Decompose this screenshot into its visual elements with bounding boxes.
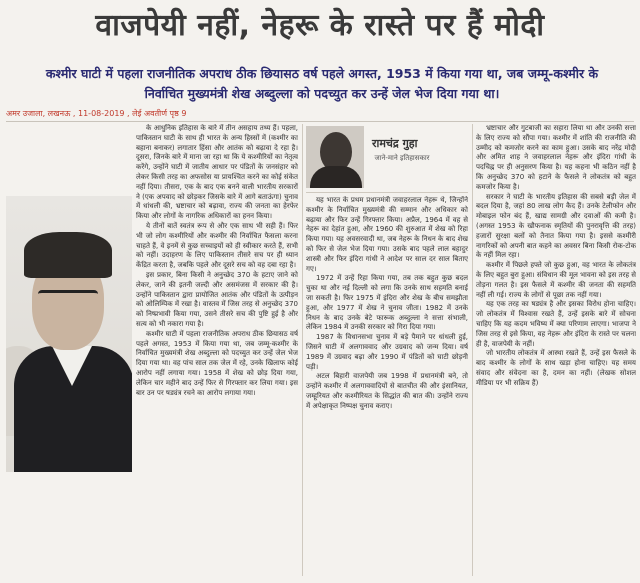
column-divider [302,124,303,576]
headline: वाजपेयी नहीं, नेहरू के रास्ते पर हैं मोदी [95,8,545,43]
paragraph: कश्मीर घाटी में पहला राजनीतिक अपराध ठीक छियासठ वर्ष पहले अगस्त, 1953 में किया गया था, जब जम्मू-कश्मीर के निर्वाचित मुख्यमंत्री शेख अब्दुल्ला को पदच्युत कर उन्हें जेल भेज दिया गया था। वह पांच साल तक जेल में रहे, उनके खिलाफ कोई आरोप नहीं लगाया गया। 1958 में शेख को छोड़ दिया गया, लेकिन चार महीने बाद उन्हें फिर से गिरफ्तार कर लिया गया। इस बार उन पर षड्यंत्र रचने का आरोप लगाया गया। [136,329,298,397]
author-body-shape [310,166,362,188]
article-column-3 [476,124,636,576]
author-name: रामचंद्र गुहा [372,137,418,150]
paragraph: यह भारत के प्रथम प्रधानमंत्री जवाहरलाल नेहरू थे, जिन्होंने कश्मीर के निर्वाचित मुख्यमंत्री की सम्मान और अधिकार को बढ़ाया और फिर उन्हें गिरफ्तार किया। अप्रैल, 1964 में वह से नेहरू का देहांत हुआ, और 1960 की शुरुआत में शेख को रिहा किया गया। यह अवसरवादी था, जब नेहरू के निधन के बाद शेख को फिर से जेल भेज दिया गया। उसके बाद पहले लाल बहादुर शास्त्री और फिर इंदिरा गांधी ने आदेश पर साल दर साल बिताए गए। [306,196,468,273]
author-role: जाने-माने इतिहासकार [374,154,430,162]
paragraph: जो भारतीय लोकतंत्र में आस्था रखते हैं, उन्हें इस फैसले के बाद कश्मीर के लोगों के साथ खड़ा होना चाहिए। यह समय संवाद और संवेदना का है, दमन का नहीं। (लेखक सोशल मीडिया पर भी सक्रिय हैं) [476,349,636,387]
cap-shape [24,232,112,278]
author-box [306,126,468,193]
paragraph: के आधुनिक इतिहास के बारे में तीन असहाय तथ्य हैं। पहला, पाकिस्तान घाटी के साथ ही भारत के अन्य हिस्सों में (कश्मीर का बहाना बनाकर) लगातार हिंसा और आतंक को बढ़ावा दे रहा है। दूसरा, जिनके बारे में माना जा रहा था कि ये कश्मीरियों का नेतृत्व करेंगे, उन्होंने घाटी में जातीय आधार पर पंडितों के जनसंहार को लेकर किसी तरह का अफसोस या प्रायश्चित करने का कोई संकेत नहीं दिया। तीसरा, एक के बाद एक बनने वाली भारतीय सरकारों ने (एक अपवाद को छोड़कर जिसके बारे में आगे बताऊंगा) चुनाव में धांधली की, भ्रष्टाचार को बढ़ावा, राज्य की जनता का हेरफेर किया और लोगों के नागरिक अधिकारों का हनन किया। [136,124,298,221]
glasses-shape [38,290,98,309]
paragraph: कश्मीर में पिछले हफ्ते जो कुछ हुआ, वह भारत के लोकतंत्र के लिए बहुत बुरा हुआ। संविधान की मूल भावना को इस तरह से तोड़ना गलत है। इस फैसले में कश्मीर की जनता की सहमति नहीं ली गई। राज्य के लोगों से पूछा तक नहीं गया। [476,261,636,299]
paragraph: ये तीनों बातें स्वतंत्र रूप से और एक साथ भी सही हैं। फिर भी जो लोग कश्मीरियों और कश्मीर की निर्वाचित फैसला करना चाहते हैं, वे इनमें से कुछ सच्चाइयों को ही स्वीकार करते हैं, सभी को नहीं। उदाहरण के लिए पाकिस्तान तीसरे सच पर ही ध्यान केंद्रित करता है, जबकि पहले और दूसरे सच को वह दबा रहा है। [136,221,298,270]
paragraph: 1972 में उन्हें रिहा किया गया, तब तक बहुत कुछ बदल चुका था और नई दिल्ली को लगा कि उनके साथ सहमति बनाई जा सकती है। फिर 1975 में इंदिरा और शेख के बीच समझौता हुआ, और 1977 में शेख ने चुनाव जीता। 1982 में उनके निधन के बाद उनके बेटे फारूक अब्दुल्ला ने सत्ता संभाली, लेकिन 1984 में उनकी सरकार को गिरा दिया गया। [306,274,468,332]
paragraph: सरकार ने घाटी के भारतीय इतिहास की सबसे बड़ी जेल में बदल दिया है, जहां 80 लाख लोग कैद हैं। उनके टेलीफोन और मोबाइल फोन बंद हैं, खाद्य सामग्री और दवाओं की कमी है। (अगस्त 1953 के खौफनाक स्मृतियों की पुनरावृत्ति की तरह) हजारों सुरक्षा बलों को तैनात किया गया है। इससे कश्मीरी नागरिकों को अपनी बात कहने का अवसर बिना किसी रोक-टोक के नहीं मिल रहा। [476,192,636,260]
paragraph: अटल बिहारी वाजपेयी जब 1998 में प्रधानमंत्री बने, तो उन्होंने कश्मीर में अलगाववादियों से बातचीत की और इंसानियत, जम्हूरियत और कश्मीरियत के सिद्धांत की बात की। उन्होंने राज्य में अपेक्षाकृत निष्पक्ष चुनाव कराए। [306,372,468,410]
author-photo [306,126,364,188]
paragraph: इस प्रकार, बिना किसी ने अनुच्छेद 370 के हटाए जाने को लेकर, जाने की इतनी जल्दी और असमंजस में सरकार की है। उन्होंने पाकिस्तान द्वारा प्रायोजित आतंक और पंडितों के उत्पीड़न को ओलिम्पिक में रखा है। वास्तव में जिस तरह से अनुच्छेद 370 को निष्प्रभावी किया गया, उसने तीसरे सच की पुष्टि हुई है और सत्य को भी नकारा गया है। [136,270,298,328]
sheikh-abdullah-photo [6,196,132,472]
paragraph: भ्रष्टाचार और गुटबाजी का सहारा लिया था और उनकी सत्ता के लिए राज्य को सौंपा गया। कश्मीर में शांति की राजनीति की उम्मीद को कमजोर करने का काम हुआ। उसके बाद नरेंद्र मोदी और अमित शाह ने जवाहरलाल नेहरू और इंदिरा गांधी के पदचिह्न पर ही अनुसरण किया है। यह कहना भी कठिन नहीं है कि अनुच्छेद 370 को हटाने के फैसले ने लोकतंत्र को बहुत कमजोर किया है। [476,124,636,191]
article-column-2 [306,196,468,576]
paragraph: 1987 के विधानसभा चुनाव में बड़े पैमाने पर धांधली हुई, जिसने घाटी में अलगाववाद और उग्रवाद को जन्म दिया। वर्ष 1989 में उग्रवाद बढ़ा और 1990 में पंडितों को घाटी छोड़नी पड़ी। [306,333,468,371]
dateline: अमर उजाला, लखनऊ , 11-08-2019 , लेई अवतीर्ण पृष्ठ 9 [6,108,634,122]
column-divider [472,124,473,576]
paragraph: यह एक तरह का षड्यंत्र है और इसका विरोध होना चाहिए। जो लोकतंत्र में विश्वास रखते हैं, उन्हें इसके बारे में सोचना चाहिए कि यह कदम भविष्य में क्या परिणाम लाएगा। भाजपा ने जिस तरह से इसे किया, वह नेहरू और इंदिरा के रास्ते पर चलना ही है, वाजपेयी के नहीं। [476,300,636,348]
article-column-1 [136,124,298,576]
subheadline: कश्मीर घाटी में पहला राजनीतिक अपराध ठीक छियासठ वर्ष पहले अगस्त, 1953 में किया गया था, जब जम्मू-कश्मीर के निर्वाचित मुख्यमंत्री शेख अब्दुल्ला को पदच्युत कर उन्हें जेल भेज दिया गया था। [45,66,599,101]
